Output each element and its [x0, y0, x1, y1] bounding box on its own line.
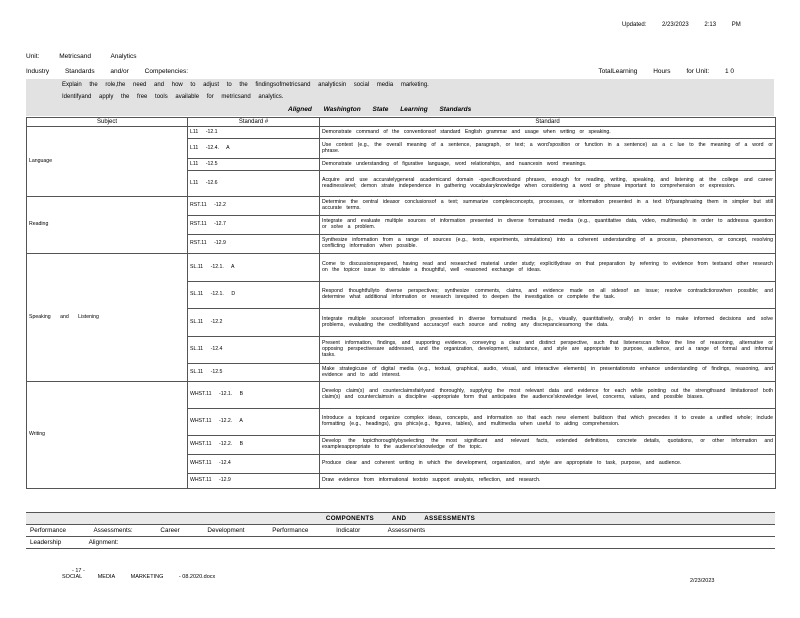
footer-word: SOCIAL [62, 574, 83, 581]
updated-date: 2/23/2023 [662, 22, 689, 28]
standard-code: SL.11 -12.1. A [188, 254, 320, 282]
col-standard: Standard [320, 118, 776, 127]
table-row [27, 254, 776, 282]
components-title: COMPONENTS AND ASSESSMENTS [26, 513, 775, 525]
subject-speaking-listening: Speaking and Listening [27, 254, 188, 382]
competencies-line [26, 68, 774, 75]
footer-word: MARKETING [130, 574, 164, 581]
updated-ampm: PM [731, 22, 741, 28]
competencies-standards: Standards [64, 68, 95, 75]
standard-code: L11 -12.4. A [188, 139, 320, 159]
components-assessments [26, 512, 775, 549]
col-subject: Subject [27, 118, 188, 127]
subject-writing: Writing [27, 382, 188, 489]
performance-assessments-row [26, 525, 775, 537]
aligned-heading: Aligned Washington State Learning Standards [288, 106, 472, 113]
standard-text: Develop the topicthoroughlybyselecting the most significant and relevant facts, extended definitions, concrete details, quotations, or other information and examplesappropriate to the audience'sknowledge of the topic. [320, 436, 776, 455]
standard-text: Integrate and evaluate multiple sources of information presented in diverse formatsand media (e.g., quantitative data, video, multimedia) in order to addressa question or solve a problem. [320, 216, 776, 235]
standard-text: Make strategicuse of digital media (e.g., textual, graphical, audio, visual, and interactive elements) in presentationsto enhance understanding of findings, reasoning, and evidence and to add interest. [320, 364, 776, 382]
page-number: - 17 - [72, 568, 85, 574]
updated-time: 2:13 [704, 22, 717, 28]
subject-reading: Reading [27, 197, 188, 254]
col-standard-num: Standard # [188, 118, 320, 127]
footer-filename [62, 574, 229, 580]
footer [62, 568, 229, 581]
row-word: Performance [272, 526, 309, 534]
row-word: Development [207, 526, 245, 534]
standard-code: WHST.11 -12.2. A [188, 409, 320, 436]
unit-name-2: Analytics [110, 53, 137, 60]
unit-label: Unit: [26, 53, 40, 60]
row-word: Performance [30, 526, 67, 534]
unit-name-1: Metricsand [59, 53, 91, 60]
standard-code: RST.11 -12.7 [188, 216, 320, 235]
standard-text: Respond thoughtfullyto diverse perspectives; synthesize comments, claims, and evidence made on all sidesof an issue; resolve contradictionswhen possible; and determine what additional information or research isrequired to deepen the investigation or complete the task. [320, 282, 776, 309]
table-row [27, 382, 776, 409]
footer-word: - 08.2020.docx [178, 574, 216, 581]
total-learning: TotalLearning [598, 68, 638, 75]
subject-language: Language [27, 127, 188, 197]
standard-code: L11 -12.5 [188, 159, 320, 171]
standard-text: Determine the central ideasor conclusionsof a text; summarize complexconcepts, processes, or information presented in a text bYparaphrasing them in simpler but still accurate terms. [320, 197, 776, 216]
standard-code: SL.11 -12.4 [188, 337, 320, 364]
standard-text: Acquire and use accuratelygeneral academicand domain -specificwordsand phrases, enough for reading, writing, speaking, and listening at the college and career readinesslevel; demon strate independence in gathering vocabularyknowledge when considering a word or phrase important to comprehension or expression. [320, 171, 776, 197]
table-row [27, 127, 776, 139]
standard-code: SL.11 -12.1. D [188, 282, 320, 309]
updated-label: Updated: [622, 22, 647, 28]
standard-text: Demonstrate command of the conventionsof standard English grammar and usage when writing or speaking. [320, 127, 776, 139]
standard-text: Produce clear and coherent writing in which the development, organization, and style are appropriate to task, purpose, and audience. [320, 455, 776, 474]
competencies-andor: and/or [110, 68, 129, 75]
updated-stamp [622, 22, 755, 29]
standard-text: Draw evidence from informational textsto support analysis, reflection, and research. [320, 474, 776, 489]
standard-text: Integrate multiple sourcesof information presented in diverse formatsand media (e.g., visually, quantitatively, orally) in order to make informed decisions and solve problems, evaluating the credibilityand accuracyof each source and noting any discrepanciesamong the data. [320, 309, 776, 337]
table-row [27, 197, 776, 216]
standard-text: Develop claim(s) and counterclaimsfairlyand thoroughly, supplying the most relevant data and evidence for each while pointing out the strengthsand limitationsof both claim(s) and counterclaimsin a discipline -appropriate form that anticipates the audience'sknowledge level, concerns, values, and possible biases. [320, 382, 776, 409]
standard-code: WHST.11 -12.4 [188, 455, 320, 474]
standard-text: Introduce a topicand organize complex ideas, concepts, and information so that each new element buildson that which precedes it to create a unified whole; include formatting (e.g., headings), gra phics(e.g., figures, tables), and multimedia when useful to aiding comprehension. [320, 409, 776, 436]
standard-text: Demonstrate understanding of figurative language, word relationships, and nuancesin word meanings. [320, 159, 776, 171]
hours-label: Hours [653, 68, 671, 75]
hours-value: 1 0 [724, 68, 734, 75]
row-word: Career [160, 526, 180, 534]
standard-code: RST.11 -12.9 [188, 235, 320, 254]
footer-word: MEDIA [97, 574, 116, 581]
row-word: Indicator [336, 526, 361, 534]
standard-code: L11 -12.1 [188, 127, 320, 139]
bullet-text: Identifyand apply the free tools available for metricsand analytics. [62, 94, 284, 100]
leadership-alignment-row [26, 537, 775, 549]
competency-bullets [26, 79, 774, 116]
unit-line [26, 53, 154, 60]
standard-code: SL.11 -12.2 [188, 309, 320, 337]
standard-text: Come to discussionsprepared, having read and researched material under study; explicitlydraw on that preparation by referring to evidence from textsand other research on the topicor issue to stimulate a thoughtful, well -reasoned exchange of ideas. [320, 254, 776, 282]
standard-text: Present information, findings, and supporting evidence, conveying a clear and distinct perspective, such that listenerscan follow the line of reasoning, alternative or opposing perspectivesare addressed, and the organization, development, substance, and style are appropriate to purpose, audience, and a range of formal and informal tasks. [320, 337, 776, 364]
standard-code: RST.11 -12.2 [188, 197, 320, 216]
competencies-industry: Industry [26, 68, 50, 75]
standard-code: L11 -12.6 [188, 171, 320, 197]
standard-code: WHST.11 -12.9 [188, 474, 320, 489]
for-unit-label: for Unit: [686, 68, 710, 75]
footer-date: 2/23/2023 [690, 578, 715, 584]
standard-code: SL.11 -12.5 [188, 364, 320, 382]
row-word: Leadership [30, 538, 62, 546]
competencies-label: Competencies: [144, 68, 188, 75]
row-word: Assessments: [93, 526, 133, 534]
row-word: Alignment: [88, 538, 119, 546]
standards-table [26, 117, 776, 489]
standard-text: Use context (e.g., the overall meaning of a sentence, paragraph, or text; a word'sposition or function in a sentence) as a c lue to the meaning of a word or phrase. [320, 139, 776, 159]
standard-code: WHST.11 -12.1. B [188, 382, 320, 409]
standard-code: WHST.11 -12.2. B [188, 436, 320, 455]
bullet-text: Explain the role,the need and how to adjust to the findingsofmetricsand analyticsin social media marketing. [62, 82, 429, 88]
row-word: Assessments [387, 526, 426, 534]
standard-text: Synthesize information from a range of sources (e.g., texts, experiments, simulations) into a coherent understanding of a process, phenomenon, or concept, resolving conflicting information when possible. [320, 235, 776, 254]
